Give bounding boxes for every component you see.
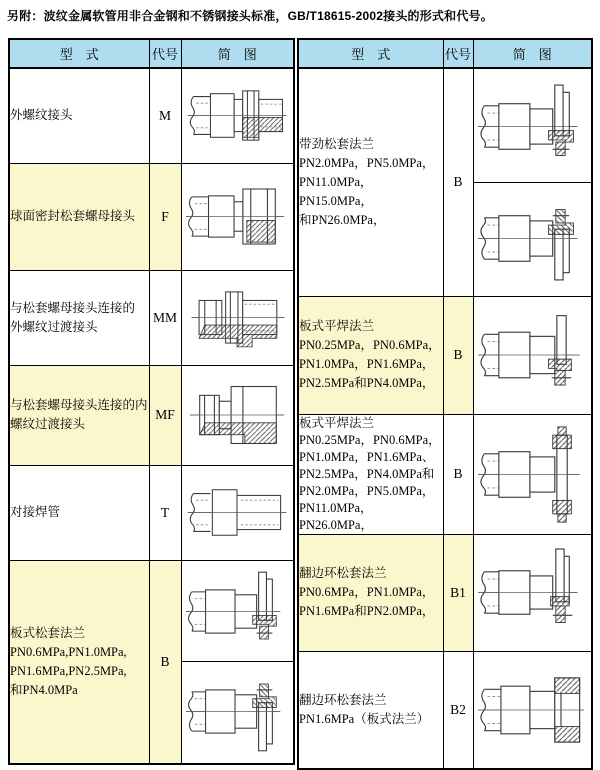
fitting-code-cell: B	[443, 68, 473, 296]
table-row	[9, 365, 294, 465]
fitting-code-cell: B	[443, 414, 473, 534]
table-row	[9, 560, 294, 764]
left-fittings-table	[8, 38, 295, 765]
fitting-type-line: 螺纹过渡接头	[10, 417, 86, 431]
diagram-cell	[181, 270, 294, 365]
fitting-type-line: PN1.6MPa,PN2.5MPa,	[10, 663, 127, 678]
left-header-row	[9, 39, 294, 68]
table-row	[298, 651, 592, 769]
fitting-type-line: PN1.0MPa，PN1.6MPa、	[299, 449, 435, 464]
fitting-type-line: PN2.5MPa和PN4.0MPa，	[299, 376, 435, 390]
diagram-cell	[181, 163, 294, 270]
fitting-code-cell: B2	[443, 651, 473, 769]
table-row	[9, 270, 294, 365]
column-header-code: 代号	[149, 39, 181, 68]
fitting-type-line: PN1.6MPa（板式法兰）	[299, 711, 430, 726]
fitting-type-line: PN2.0MPa，PN5.0MPa，	[299, 483, 435, 498]
diagram-cell	[473, 414, 592, 534]
fitting-type-line: PN2.0MPa，PN5.0MPa，	[299, 155, 435, 170]
fitting-type-line: 和PN26.0MPa，	[299, 212, 386, 227]
fitting-type-cell	[9, 465, 149, 560]
right-header-row	[298, 39, 592, 68]
fitting-type-cell	[298, 414, 443, 534]
table-row	[9, 163, 294, 270]
fitting-type-line: PN11.0MPa，PN15.0MPa，	[299, 174, 373, 208]
fitting-type-cell	[9, 68, 149, 163]
fitting-type-cell	[9, 365, 149, 465]
fitting-type-line: PN0.6MPa，PN1.0MPa，	[299, 585, 435, 599]
fitting-type-cell	[9, 560, 149, 764]
column-header-type: 型 式	[9, 39, 149, 68]
diagram-flange-b1	[474, 536, 592, 649]
fitting-type-line: 带劲松套法兰	[299, 136, 375, 151]
diagram-male-thread	[182, 70, 294, 161]
fitting-type-line: 翻边环松套法兰	[299, 692, 387, 707]
column-header-type: 型 式	[298, 39, 443, 68]
fitting-type-line: PN0.25MPa，PN0.6MPa，	[299, 432, 441, 447]
diagram-flange-sym	[474, 419, 592, 530]
fitting-type-cell	[298, 296, 443, 414]
fitting-type-line: 板式平焊法兰	[299, 415, 375, 430]
fitting-type-line: 翻边环松套法兰	[299, 566, 387, 580]
fitting-type-line: 对接焊管	[10, 505, 61, 519]
table-row	[9, 68, 294, 163]
diagram-flange-b2	[474, 653, 592, 767]
fitting-type-line: PN11.0MPa，PN26.0MPa，	[299, 500, 373, 532]
diagram-cell	[473, 296, 592, 414]
fitting-type-cell	[298, 651, 443, 769]
fitting-type-cell	[298, 68, 443, 296]
page-title: 另附：波纹金属软管用非合金钢和不锈钢接头标准，GB/T18615-2002接头的形式和代号。	[7, 9, 493, 23]
diagram-union-mm	[182, 272, 294, 363]
diagram-butt-weld	[182, 467, 294, 558]
column-header-diagram: 简 图	[473, 39, 592, 68]
diagram-flange-up	[474, 71, 592, 182]
fitting-type-line: 与松套螺母接头连接的内	[10, 398, 148, 412]
fitting-type-cell	[9, 270, 149, 365]
fitting-code-cell: MM	[149, 270, 181, 365]
table-row	[9, 465, 294, 560]
fitting-code-cell: M	[149, 68, 181, 163]
fitting-code-cell: B1	[443, 534, 473, 651]
right-fittings-table	[297, 38, 593, 770]
fitting-type-line: 板式松套法兰	[10, 625, 86, 640]
diagram-stack	[182, 562, 294, 761]
fitting-type-line: 球面密封松套螺母接头	[10, 209, 136, 223]
fitting-type-line: 外螺纹过渡接头	[10, 319, 98, 334]
fitting-type-line: 板式平焊法兰	[299, 319, 375, 333]
table-row	[298, 68, 592, 296]
fitting-type-line: PN1.0MPa，PN1.6MPa，	[299, 357, 435, 371]
diagram-flange-down	[474, 182, 592, 294]
fitting-code-cell: F	[149, 163, 181, 270]
diagram-stack	[474, 71, 592, 294]
diagram-union-mf	[182, 367, 294, 463]
fitting-type-line: PN1.6MPa和PN2.0MPa，	[299, 604, 435, 618]
diagram-flange-down	[182, 661, 294, 761]
fitting-type-line: 外螺纹接头	[10, 108, 73, 123]
diagram-flange-weld	[474, 298, 592, 412]
table-row	[298, 296, 592, 414]
diagram-swivel-nut	[182, 165, 294, 268]
fitting-code-cell: MF	[149, 365, 181, 465]
diagram-cell	[473, 651, 592, 769]
diagram-cell	[181, 560, 294, 764]
fitting-code-cell: B	[443, 296, 473, 414]
fitting-type-line: PN2.5MPa，PN4.0MPa和	[299, 466, 435, 481]
diagram-cell	[473, 68, 592, 296]
diagram-cell	[473, 534, 592, 651]
table-row	[298, 534, 592, 651]
column-header-code: 代号	[443, 39, 473, 68]
fitting-type-cell	[9, 163, 149, 270]
fitting-type-line: PN0.25MPa，PN0.6MPa，	[299, 338, 441, 352]
table-row	[298, 414, 592, 534]
diagram-cell	[181, 365, 294, 465]
diagram-cell	[181, 68, 294, 163]
fitting-code-cell: T	[149, 465, 181, 560]
fitting-code-cell: B	[149, 560, 181, 764]
fitting-type-line: PN0.6MPa,PN1.0MPa,	[10, 644, 127, 659]
diagram-cell	[181, 465, 294, 560]
column-header-diagram: 简 图	[181, 39, 294, 68]
fitting-type-line: 和PN4.0MPa	[10, 682, 78, 697]
fitting-type-cell	[298, 534, 443, 651]
fitting-type-line: 与松套螺母接头连接的	[10, 300, 136, 315]
diagram-flange-up	[182, 562, 294, 661]
